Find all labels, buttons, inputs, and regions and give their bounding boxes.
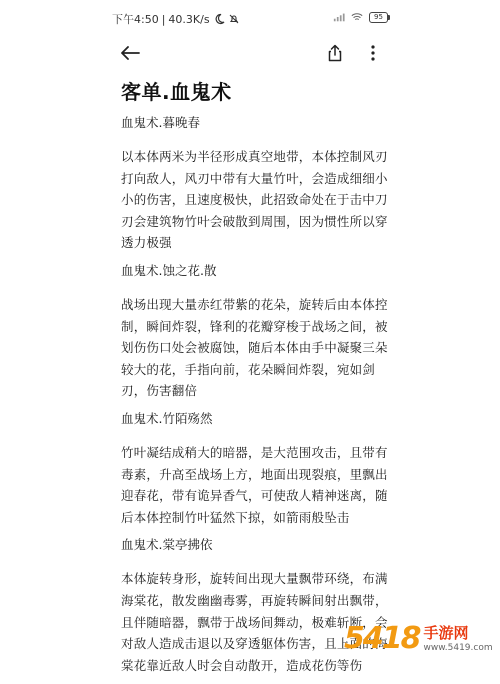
moon-icon — [213, 13, 225, 25]
section-body: 战场出现大量赤红带紫的花朵，旋转后由本体控制，瞬间炸裂，锋利的花瓣穿梭于战场之间，被划伤伤口处会被腐蚀，随后本体由手中凝聚三朵较大的花，手指向前，花朵瞬间炸裂，宛如剑刃，伤害翻倍 — [121, 296, 388, 399]
section-heading: 血鬼术.蚀之花.散 — [121, 262, 217, 278]
battery-indicator — [369, 12, 388, 23]
wifi-icon — [351, 11, 363, 23]
share-icon — [327, 44, 343, 62]
watermark-url: www.5419.com — [423, 643, 493, 653]
signal-icon — [333, 11, 345, 23]
section-heading: 血鬼术.暮晚春 — [121, 115, 200, 130]
status-bar — [0, 0, 500, 34]
share-button[interactable] — [322, 40, 348, 66]
watermark-logo: 5418 — [344, 621, 420, 656]
watermark-site-name: 手游网 — [423, 624, 469, 642]
more-vertical-icon — [370, 44, 376, 62]
section-heading: 血鬼术.棠亭拂依 — [121, 537, 213, 553]
watermark-text — [424, 624, 493, 654]
article-section — [121, 114, 391, 254]
site-watermark — [344, 612, 500, 666]
article-section — [121, 262, 391, 402]
status-separator: | — [161, 12, 166, 26]
article-section — [121, 410, 391, 528]
article-content — [121, 114, 391, 684]
section-body: 竹叶凝结成稍大的暗器，是大范围攻击，且带有毒素，升高至战场上方，地面出现裂痕，里飘出迎春花，带有诡异香气，可使敌人精神迷离，随后本体控制竹叶猛然下掠，如箭雨般坠击 — [121, 444, 388, 525]
top-toolbar — [0, 34, 500, 74]
section-heading: 血鬼术.竹陌殇然 — [121, 410, 213, 426]
status-right — [333, 11, 388, 23]
status-left — [112, 11, 240, 27]
network-speed: 40.3K/s — [168, 12, 210, 26]
arrow-left-icon — [120, 45, 140, 61]
section-body: 以本体两米为半径形成真空地带，本体控制风刃打向敌人，风刃中带有大量竹叶，会造成细细小小的伤害，且速度极快，此招致命处在于击中刀刃会建筑物竹叶会破散到周围，因为惯性所以穿透力极强 — [121, 149, 388, 251]
section-body: 本体旋转身形，旋转间出现大量飘带环绕，布满海棠花，散发幽幽毒雾，再旋转瞬间射出飘带，且伴随暗器，飘带于战场间舞动，极难斩断，会对敌人造成击退以及穿透躯体伤害，且上面的海棠花靠近敌人时会自动散开，造成花伤等伤 — [121, 571, 388, 673]
more-button[interactable] — [360, 40, 386, 66]
back-button[interactable] — [117, 40, 143, 66]
page-title: 客单.血鬼术 — [121, 80, 232, 104]
mute-bell-icon — [228, 13, 240, 25]
status-time: 下午4:50 — [112, 13, 159, 26]
battery-level: 95 — [374, 12, 383, 21]
